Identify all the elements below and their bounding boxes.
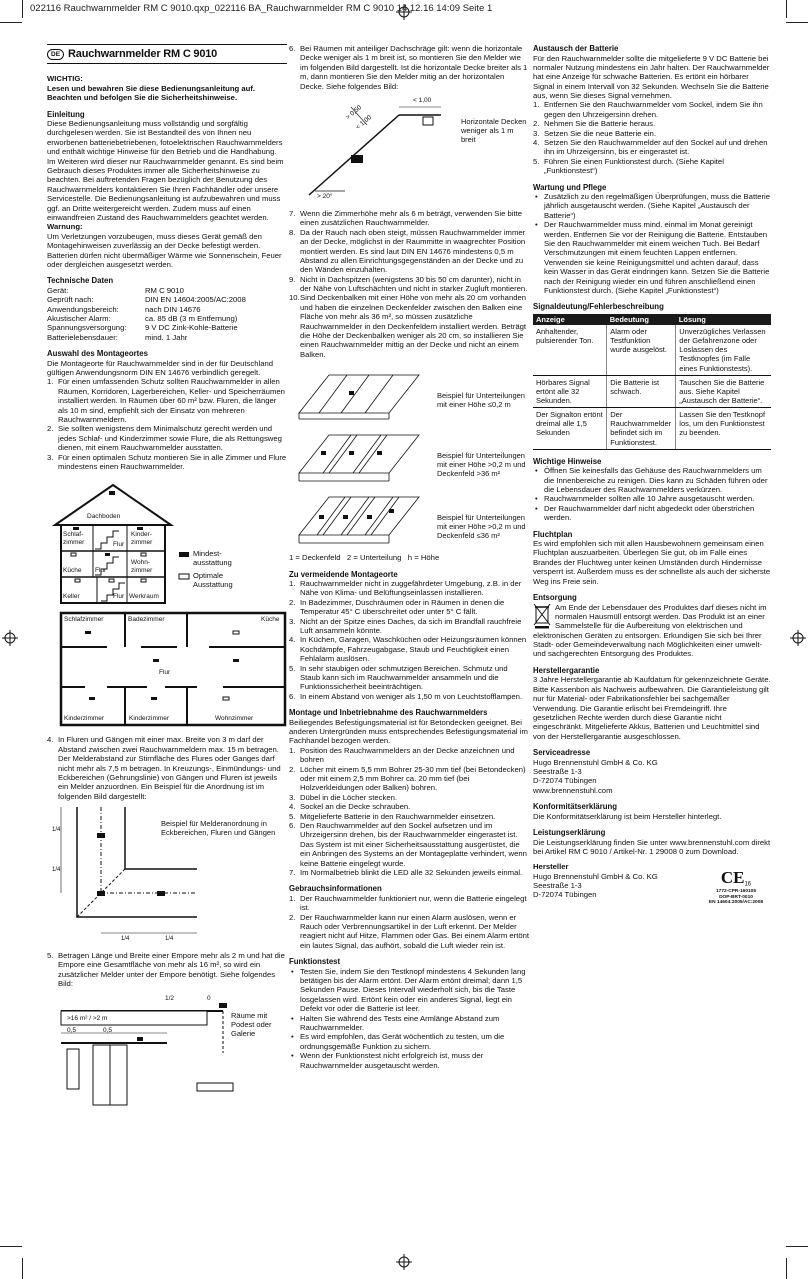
list-text: Der Rauchwarnmelder funktioniert nur, wenn die Batterie eingelegt ist. (300, 893, 527, 913)
entsorgung-heading: Entsorgung (533, 593, 577, 602)
auswahl-heading: Auswahl des Montageortes (47, 349, 148, 359)
list-text: Löcher mit einem 5,5 mm Bohrer 25-30 mm tief (bei Betondecken) oder mit einem 2,5 mm Bohrer ca. 20 mm tief (bei Holzverkleidungen oder Balken) bohren. (300, 764, 526, 793)
bullet: • (291, 966, 294, 976)
list-item (533, 220, 771, 295)
dimension-label: 1/4 (121, 936, 130, 943)
list-number: 5. (533, 156, 540, 166)
tech-key: Spannungsversorgung: (47, 323, 127, 333)
beam-caption: Beispiel für Unterteilungen mit einer Höhe ≤0,2 m (437, 391, 525, 410)
list-item (289, 1014, 529, 1033)
service-line: Seestraße 1-3 (533, 766, 582, 776)
crop-mark (22, 1258, 23, 1279)
room-label: Werkraum (129, 593, 159, 601)
table-header-row (533, 314, 771, 325)
list-number: 6. (289, 44, 296, 53)
list-number: 4. (47, 735, 54, 745)
list-number: 8. (289, 227, 296, 237)
tech-value: ca. 85 dB (3 m Entfernung) (145, 314, 238, 323)
list-item (289, 802, 529, 811)
gebrauch-heading: Gebrauchsinformationen (289, 884, 382, 894)
list-text: In Küchen, Garagen, Waschküchen oder Heizungsräumen können Kochdämpfe, Fahrzeugabgase, Staub und Feuchtigkeit einen Fehlalarm auslösen. (300, 635, 527, 664)
tech-key: Batterielebensdauer: (47, 332, 118, 342)
list-text: Rauchwarnmelder sollten alle 10 Jahre ausgetauscht werden. (544, 494, 755, 504)
list-number: 5. (47, 951, 54, 961)
table-row (533, 325, 771, 375)
einleitung-text: Diese Bedienungsanleitung muss vollständig und sorgfältig durchgelesen werden. Sie ist Bestandteil des von Ihnen neu erworbenen batteriebetriebenen, fotoelektrischen Rauchwarnmelders und enthält wichtige Hinweise für den Betrieb und die Handhabung. (47, 119, 283, 157)
crop-mark (786, 1246, 808, 1247)
list-item (289, 293, 529, 359)
list-text: Testen Sie, indem Sie den Testknopf mindestens 4 Sekunden lang betätigen bis der Alarm ertönt. Der Alarm ertönt dreimal; dann 1,5 Sekunden Pause. Dieses Intervall wiederholt sich, bis die Taste losgelassen wird. Ertönt kein oder ein anderes Signal, liegt ein Defekt vor oder die Batterie ist leer. (300, 966, 526, 1014)
bullet: • (535, 494, 538, 504)
wichtig-text: Lesen und bewahren Sie diese Bedienungsanleitung auf. Beachten und befolgen Sie die Sicherheitshinweise. (47, 83, 256, 103)
list-text: Setzen Sie den Rauchwarnmelder auf den Sockel auf und drehen ihn im Uhrzeigersinn, bis er eingerastet ist. (544, 138, 768, 157)
list-item (289, 598, 529, 617)
table-cell: Alarm oder Testfunktion wurde ausgelöst. (607, 325, 676, 375)
slope-drawing (289, 95, 529, 205)
list-text: Der Rauchwarnmelder kann nur einen Alarm auslösen, wenn er Rauch oder Verbrennungsartikel in der Luft erkennt. Der Melder reagiert nicht auf Hitze, Flammen oder Gas. Bei einem Alarm ertönt ein lautes Signal, das aufhört, sobald die Luft wieder rein ist. (300, 912, 530, 950)
list-text: Für einen umfassenden Schutz sollten Rauchwarnmelder in allen Räumen, Korridoren, Lagerbereichen, Keller- und Speicherräumen installiert werden. In Räumen über 60 m² bzw. Fluren, die länger als 10 m sind, empfiehlt sich der Einsatz von mehreren Rauchwarnmeldern. (58, 377, 285, 425)
list-text: Es wird empfohlen, das Gerät wöchentlich zu testen, um die ordnungsgemäße Funktion zu sichern. (300, 1032, 505, 1051)
list-number: 6. (289, 820, 296, 830)
table-cell: Lassen Sie den Testknopf los, um den Funktionstest zu beenden. (676, 408, 771, 450)
hersteller-line: Seestraße 1-3 (533, 881, 582, 891)
list-number: 3. (289, 792, 296, 802)
list-number: 2. (289, 912, 296, 922)
list-number: 4. (289, 802, 296, 812)
montage-list (289, 746, 529, 877)
crossed-bin-icon (533, 603, 551, 629)
hinweise-list (533, 466, 771, 522)
garantie-text: 3 Jahre Herstellergarantie ab Kaufdatum für gekennzeichnete Geräte. Bitte Kassenbon als Nachweis aufbewahren. Die Garantieleistung gilt nur für Material- oder Fabrikationsfehler bei sachgemäßer Verwendung. Die Garantie erlischt bei Fremdeingriff. Ihre gesetzlichen Rechte werden durch diese Garantie nicht eingeschränkt. Mitgelieferte Akkus, Batterien und Leuchtmittel sind von der Herstellergarantie ausgeschlossen. (533, 675, 771, 741)
list-item (533, 138, 771, 157)
room-label: Schlafzimmer (64, 616, 104, 624)
list-item (533, 504, 771, 523)
crop-mark (0, 1246, 22, 1247)
list-number: 3. (533, 128, 540, 138)
list-item (289, 692, 529, 701)
tech-key: Anwendungsbereich: (47, 304, 119, 314)
hersteller-address (533, 862, 693, 900)
list-number: 10. (289, 293, 300, 303)
austausch-text: Für den Rauchwarnmelder sollte die mitgelieferte 9 V DC Batterie bei normaler Nutzung mindestens ein Jahr halten. Der Rauchwarnmelder hat eine Anzeige für schwache Batterien. Es ertönt ein hörbarer Signal in einem Intervall von 32 Sekunden. Wechseln Sie die Batterie aus, wenn Sie dieses Signal vernehmen. (533, 53, 770, 101)
room-label: Badezimmer (128, 616, 165, 624)
table-header: Anzeige (533, 314, 607, 325)
item-6 (289, 44, 529, 91)
list-item (289, 275, 529, 294)
bullet: • (291, 1051, 294, 1061)
list-text: Position des Rauchwarnmelders an der Decke anzeichnen und bohren (300, 745, 515, 765)
items-7-10 (289, 209, 529, 359)
list-text: Entfernen Sie den Rauchwarnmelder vom Sockel, indem Sie ihn gegen den Uhrzeigersinn drehen. (544, 100, 763, 119)
hersteller-line: D-72074 Tübingen (533, 890, 597, 900)
tech-key: Gerät: (47, 285, 69, 295)
room-label: Flur (95, 567, 107, 575)
empore-diagram (47, 993, 287, 1123)
room-label: Flur (113, 593, 125, 601)
list-number: 2. (47, 424, 54, 434)
hersteller-block (533, 862, 771, 924)
gebrauch-list (289, 894, 529, 950)
tech-value: nach DIN 14676 (145, 304, 201, 314)
dimension-label: 0 (207, 994, 211, 1002)
list-item (533, 129, 771, 138)
list-item (289, 765, 529, 793)
list-item (289, 746, 529, 765)
tech-data-table (47, 286, 287, 342)
list-number: 1. (289, 579, 296, 589)
list-item (289, 579, 529, 598)
list-text: Sockel an die Decke schrauben. (300, 802, 411, 812)
table-row (533, 375, 771, 407)
list-item (47, 424, 287, 452)
list-text: Den Rauchwarnmelder auf den Sockel aufsetzen und im Uhrzeigersinn drehen, bis der Rauchwarnmelder eingerastet ist. Das System ist mit einer Sicherheitsausstattung ausgerüstet, die ein Anbringen des Systems an der Montageplatte verhindert, wenn keine Batterie eingelegt wurde. (300, 820, 527, 868)
service-line: www.brennenstuhl.com (533, 785, 613, 795)
list-text: Zusätzlich zu den regelmäßigen Überprüfungen, muss die Batterie jährlich ausgetauscht werden. (Siehe Kapitel „Austausch der Batterie“) (544, 192, 771, 220)
room-label: Wohn- zimmer (131, 559, 153, 575)
bullet: • (535, 220, 538, 230)
beam-caption: Beispiel für Unterteilungen mit einer Höhe >0,2 m und Deckenfeld ≤36 m² (437, 513, 526, 541)
list-item (533, 157, 771, 176)
list-text: Halten Sie während des Tests eine Armlänge Abstand zum Rauchwarnmelder. (300, 1013, 500, 1032)
bullet: • (291, 1032, 294, 1042)
signal-table (533, 314, 771, 450)
title-bar (47, 44, 287, 64)
fluchtplan-text: Es wird empfohlen sich mit allen Hausbewohnern gemeinsam einen Fluchtplan auszuarbeiten. Überlegen Sie gut, ob im Falle eines Brandes der Fluchtweg unter keinen Umständen durch Hindernisse versperrt ist. Außerdem muss es der schnellste als auch der sicherste Weg ins Freie sein. (533, 539, 771, 586)
list-number: 2. (289, 764, 296, 774)
list-text: Im Normalbetrieb blinkt die LED alle 32 Sekunden jeweils einmal. (300, 867, 523, 877)
list-text: In einem Abstand von weniger als 1,50 m von Leuchtstofflampen. (300, 691, 523, 701)
table-cell: Der Signalton ertönt dreimal alle 1,5 Sekunden (533, 408, 607, 450)
list-number: 1. (289, 745, 296, 755)
dimension-label: > 0,50 (344, 103, 364, 122)
registration-mark-icon (790, 630, 806, 646)
dimension-label: >16 m² / >2 m (67, 1014, 108, 1022)
corridor-caption: Beispiel für Melderanordnung in Eckbereichen, Fluren und Gängen (161, 819, 276, 838)
signal-heading: Signaldeutung/Fehlerbeschreibung (533, 302, 664, 312)
list-item (289, 913, 529, 951)
empore-caption: Räume mit Podest oder Galerie (231, 1010, 272, 1038)
page-title: Rauchwarnmelder RM C 9010 (68, 48, 218, 60)
list-text: In Badezimmer, Duschräumen oder in Räumen in denen die Temperatur 45° C überschreitet oder unter 5° C fällt. (300, 597, 505, 617)
dimension-label: < 1,00 (354, 113, 374, 132)
auswahl-text: Die Montageorte für Rauchwarnmelder sind in der für Deutschland gültigen Anwendungsnorm DIN EN 14676 verbindlich geregelt. (47, 358, 274, 378)
dimension-label: 1/4 (52, 867, 61, 874)
list-text: Führen Sie einen Funktionstest durch. (Siehe Kapitel „Funktionstest“) (544, 156, 724, 176)
table-cell: Der Rauchwarnmelder befindet sich im Funktionstest. (607, 408, 676, 450)
tech-key: Geprüft nach: (47, 295, 94, 305)
list-item (289, 967, 529, 1014)
beam-legend: 1 = Deckenfeld 2 = Unterteilung h = Höhe (289, 553, 440, 563)
dimension-label: 0,5 (67, 1026, 77, 1034)
list-item (289, 209, 529, 228)
list-number: 1. (533, 100, 540, 110)
list-item (47, 735, 287, 801)
list-item (289, 635, 529, 663)
registration-mark-icon (2, 630, 18, 646)
leistung-text: Die Leistungserklärung finden Sie unter www.brennenstuhl.com direkt bei Artikel RM C 9010 / Artikel-Nr. 1 29008 0 zum Download. (533, 837, 771, 856)
list-text: Dübel in die Löcher stecken. (300, 792, 398, 802)
dimension-label: > 20° (317, 192, 333, 200)
list-text: Für einen optimalen Schutz montieren Sie in alle Zimmer und Flure mindestens einen Rauchwarnmelder. (58, 452, 287, 471)
hersteller-line: Hugo Brennenstuhl GmbH & Co. KG (533, 871, 658, 881)
print-header: 022116 Rauchwarnmelder RM C 9010.qxp_022116 BA_Rauchwarnmelder RM C 9010 14.12.16 14:09 Seite 1 (30, 3, 493, 14)
list-text: In Fluren und Gängen mit einer max. Breite von 3 m darf der Abstand zwischen zwei Rauchwarnmeldern max. 15 m betragen. Der Melderabstand zur Stirnfläche des Flures oder Ganges darf nicht mehr als 7,5 m betragen. In Kreuzungs-, Einmündungs- und Eckbereichen (Gehrungslinie) von Gängen und Fluren ist jeweils ein Melder anzuordnen. Ein Beispiel für die Anordnung ist im folgenden Bild dargestellt: (58, 735, 281, 801)
konform-heading: Konformitätserklärung (533, 802, 618, 812)
list-item (289, 821, 529, 868)
list-text: Nicht an der Spitze eines Daches, da sich im Brandfall rauchfreie Luft ansammeln könnte. (300, 616, 522, 636)
montage-heading: Montage und Inbetriebnahme des Rauchwarnmelders (289, 708, 488, 718)
list-text: Da der Rauch nach oben steigt, müssen Rauchwarnmelder immer an der Decke, möglichst in der Raummitte in waagrechter Position montiert werden. Es sind laut DIN EN 14676 mindestens 0,5 m Abstand zu allen Einrichtungsgegenständen an der Decke und zu den Wänden einzuhalten. (300, 227, 526, 275)
room-label: Keller (63, 593, 80, 601)
austausch-list (533, 100, 771, 175)
wartung-list (533, 192, 771, 295)
ce-mark-icon: CE (720, 868, 745, 888)
bullet: • (291, 1013, 294, 1023)
bullet: • (535, 192, 538, 202)
hinweise-heading: Wichtige Hinweise (533, 456, 602, 466)
list-number: 1. (289, 893, 296, 903)
warnung-text: Um Verletzungen vorzubeugen, muss dieses Gerät gemäß den Montagehinweisen zuverlässig an der Decke befestigt werden. Batterien dürfen nicht übermäßiger Wärme wie Sonnenschein, Feuer oder dergleichen ausgesetzt werden. (47, 231, 282, 269)
list-item (533, 192, 771, 220)
slope-caption: Horizontale Decken weniger als 1 m breit (461, 116, 527, 144)
table-cell: Tauschen Sie die Batterie aus. Siehe Kapitel „Austausch der Batterie“. (676, 375, 771, 407)
funktionstest-list (289, 967, 529, 1070)
list-number: 5. (289, 663, 296, 673)
list-text: Öffnen Sie keinesfalls das Gehäuse des Rauchwarnmelders um die Innenbereiche zu reinigen. Dies kann zu Schäden führen oder die Lebensdauer des Rauchwarnmelders verkürzen. (544, 466, 768, 494)
tech-value: DIN EN 14604:2005/AC:2008 (145, 295, 246, 305)
crop-mark (786, 22, 808, 23)
list-item (47, 377, 287, 424)
list-item (289, 228, 529, 275)
einleitung-text-2: Im Weiteren wird dieser nur Rauchwarnmelder genannt. Es sind beim Gebrauch dieses Produktes immer alle Sicherheitshinweise zu beachten. Bei auftretenden Fragen bezüglich der Benutzung des Rauchwarnmelders kontaktieren Sie Ihren Fachhändler oder unsere Servicestelle. Die Bedienungsanleitung ist aufzubewahren und muss ggf. an Dritte weitergereicht werden. Zudem muss auf einen einwandfreien Zustand des Rauchwarnmelders geachtet werden. (47, 156, 284, 222)
konform-text: Die Konformitätserklärung ist beim Hersteller hinterlegt. (533, 811, 722, 821)
list-text: Setzen Sie die neue Batterie ein. (544, 128, 656, 138)
table-cell: Die Batterie ist schwach. (607, 375, 676, 407)
entsorgung-block (533, 603, 771, 659)
legend-optimal: Optimale Ausstattung (193, 571, 233, 590)
list-item (289, 812, 529, 821)
list-item (289, 894, 529, 913)
table-cell: Hörbares Signal ertönt alle 32 Sekunden. (533, 375, 607, 407)
list-item (47, 453, 287, 472)
table-row (533, 408, 771, 450)
column-1 (47, 44, 287, 1127)
list-text: Wenn die Zimmerhöhe mehr als 6 m beträgt, verwenden Sie bitte einen zusätzlichen Rauchwarnmelder. (300, 208, 523, 228)
column-3 (533, 44, 771, 924)
table-cell: Unverzügliches Verlassen der Gefahrenzone oder Loslassen des Testknopfes (im Falle eines Funktionstests). (676, 325, 771, 375)
leistung-heading: Leistungserklärung (533, 828, 606, 838)
house-diagram (47, 479, 287, 607)
list-item (289, 44, 529, 91)
list-text: Sie sollten wenigstens dem Minimalschutz gerecht werden und jedes Schlaf- und Kinderzimmer sowie Flure, die als Rettungsweg dienen, mit einem Rauchwarnmelder ausstatten. (58, 424, 282, 453)
warnung-heading: Warnung: (47, 222, 83, 232)
ce-number: 16 (744, 881, 752, 888)
garantie-heading: Herstellergarantie (533, 665, 600, 675)
room-label: Kinder- zimmer (131, 531, 153, 547)
wartung-heading: Wartung und Pflege (533, 182, 607, 192)
registration-mark-icon (396, 1254, 412, 1270)
list-text: Der Rauchwarnmelder darf nicht abgedeckt oder überstrichen werden. (544, 503, 755, 523)
tech-value: 9 V DC Zink-Kohle-Batterie (145, 323, 238, 333)
list-text: Betragen Länge und Breite einer Empore mehr als 2 m und hat die Empore eine Gesamtfläche von mehr als 16 m², so wird ein zusätzlicher Melder unter der Empore benötigt. Siehe folgendes Bild: (58, 951, 285, 989)
room-label: Schlaf- zimmer (63, 531, 85, 547)
crop-mark (0, 22, 22, 23)
room-label: Flur (159, 669, 171, 677)
list-text: In sehr staubigen oder schmutzigen Bereichen. Schmutz und Staub kann sich im Rauchwarnmelder ansammeln und die Funktionssicherheit beeinträchtigen. (300, 663, 508, 692)
column-2 (289, 44, 529, 1070)
wichtig-heading: WICHTIG: (47, 74, 83, 84)
room-label: Flur (113, 541, 125, 549)
beam-caption: Beispiel für Unterteilungen mit einer Höhe >0,2 m und Deckenfeld >36 m² (437, 451, 526, 479)
crop-mark (786, 0, 787, 18)
list-number: 5. (289, 811, 296, 821)
table-header: Bedeutung (607, 314, 676, 325)
list-item (289, 1032, 529, 1051)
list-item (47, 951, 287, 989)
list-item (533, 494, 771, 503)
list-text: Rauchwarnmelder nicht in zuggefährdeter Umgebung, z.B. in der Nähe von Klima- und Belüftungseinlassen installieren. (300, 579, 522, 598)
dimension-label: 1/4 (52, 827, 61, 834)
list-item (289, 617, 529, 636)
bullet: • (535, 466, 538, 476)
room-label: Küche (63, 567, 82, 575)
funktionstest-heading: Funktionstest (289, 957, 341, 967)
table-cell: Anhaltender, pulsierender Ton. (533, 325, 607, 375)
vermeiden-heading: Zu vermeidende Montageorte (289, 569, 398, 579)
list-text: Wenn der Funktionstest nicht erfolgreich ist, muss der Rauchwarnmelder ausgetauscht werden. (300, 1051, 484, 1070)
dimension-label: 1/2 (165, 994, 175, 1002)
list-number: 1. (47, 377, 54, 387)
fluchtplan-heading: Fluchtplan (533, 529, 573, 539)
list-text: Nicht in Dachspitzen (wenigstens 30 bis 50 cm darunter), nicht in der Nähe von Luftschächten und nicht in starker Zugluft montieren. (300, 274, 528, 294)
bullet: • (535, 503, 538, 513)
dimension-label: < 1,00 (413, 96, 432, 104)
dimension-label: 1/4 (165, 936, 174, 943)
legend-minimum: Mindest- ausstattung (193, 549, 232, 568)
slope-diagram (289, 95, 529, 205)
montage-text: Beiliegendes Befestigungsmaterial ist für Betondecken geeignet. Bei anderen Untergründen muss entsprechendes Befestigungsmaterial im Fachhandel bezogen werden. (289, 717, 528, 746)
crop-mark (786, 1258, 787, 1279)
corridor-diagram (47, 805, 287, 947)
list-number: 2. (533, 119, 540, 129)
service-line: Hugo Brennenstuhl GmbH & Co. KG (533, 757, 658, 767)
list-text: Sind Deckenbalken mit einer Höhe von mehr als 20 cm vorhanden und haben die einzelnen Deckenfelder zwischen den Balken eine Fläche von mehr als 36 m², so müssen zusätzliche Rauchwarnmelder in den Deckenfeldern installiert werden. Beträgt die Höhe der Deckenbalken weniger als 20 cm, so installieren Sie einen Rauchwarnmelder mittig an der Decke und nicht an einem Balken. (300, 293, 527, 359)
list-number: 6. (289, 691, 296, 701)
list-number: 2. (289, 597, 296, 607)
service-heading: Serviceadresse (533, 748, 591, 758)
dimension-label: 0,5 (103, 1026, 113, 1034)
tech-key: Akustischer Alarm: (47, 314, 111, 323)
room-label: Küche (261, 616, 280, 624)
entsorgung-text: Am Ende der Lebensdauer des Produktes darf dieses nicht im normalen Hausmüll entsorgt werden. Das Produkt ist an einer Sammelstelle für die Aufbereitung von elektrischen und elektronischen Geräten zu entsorgen. Erkundigen Sie sich bei Ihrer Stadt- oder Gemeindeverwaltung nach Möglichkeiten einer umwelt- und sachgerechten Entsorgung des Produktes. (533, 602, 767, 659)
list-item (289, 1051, 529, 1070)
list-number: 4. (533, 138, 540, 148)
einleitung-heading: Einleitung (47, 109, 85, 119)
tech-value: RM C 9010 (145, 285, 184, 295)
tech-value: mind. 1 Jahr (145, 332, 188, 342)
beam-diagrams (289, 363, 529, 549)
tech-data-heading: Technische Daten (47, 276, 114, 286)
list-text: Nehmen Sie die Batterie heraus. (544, 119, 656, 129)
austausch-heading: Austausch der Batterie (533, 44, 619, 53)
list-item (533, 466, 771, 494)
list-number: 3. (47, 452, 54, 462)
list-item (289, 868, 529, 877)
crop-mark (22, 0, 23, 18)
list-text: Bei Räumen mit anteiliger Dachschräge gilt: wenn die horizontale Decke weniger als 1 m breit ist, so montieren Sie den Melder wie im folgenden Bild dargestellt. Ist die horizontale Decke breiter als 1 m, dann montieren Sie den Melder mitig an der horizontalen Decke. Siehe folgendes Bild: (300, 44, 528, 91)
room-label: Kinderzimmer (64, 715, 105, 723)
language-badge: DE (47, 49, 64, 60)
service-line: D-72074 Tübingen (533, 776, 597, 786)
list-number: 3. (289, 616, 296, 626)
room-label: Wohnzimmer (215, 715, 254, 723)
list-item (533, 119, 771, 128)
ce-line: EN 14604:2005/AC:2008 (708, 900, 764, 906)
ce-line: DOP-BRT-0010 (719, 894, 753, 900)
list-text: Der Rauchwarnmelder muss mind. einmal im Monat gereinigt werden. Entfernen Sie vor der Reinigung die Batterie. Entstauben Sie den Rauchwarnmelder mit einem weichen Tuch. Bei Bedarf Verschmutzungen mit einem feuchten Lappen entfernen. Verwenden sie keine Reinigungsmittel und achten darauf, dass kein Wasser in das Gerät eindringen kann. Setzen Sie die Batterie nach der Reinigung wieder ein und führen anschließend einen Funktionstest durch. (Siehe Kapitel „Funktionstest“) (544, 220, 770, 295)
room-label: Kinderzimmer (129, 715, 170, 723)
item-5 (47, 951, 287, 989)
list-number: 7. (289, 208, 296, 218)
list-number: 9. (289, 274, 296, 284)
list-item (533, 100, 771, 119)
auswahl-list (47, 377, 287, 471)
hersteller-heading: Hersteller (533, 862, 569, 872)
room-label: Dachboden (87, 513, 121, 521)
ce-line: 1772-CPR-160105 (715, 889, 756, 895)
list-text: Mitgelieferte Batterie in den Rauchwarnmelder einsetzen. (300, 811, 496, 821)
table-header: Lösung (676, 314, 771, 325)
list-item (289, 664, 529, 692)
list-number: 7. (289, 867, 296, 877)
floor-plan-diagram (47, 611, 287, 727)
ce-marking (701, 868, 771, 905)
list-number: 4. (289, 635, 296, 645)
vermeiden-list (289, 579, 529, 701)
list-item (289, 793, 529, 802)
item-4 (47, 735, 287, 801)
